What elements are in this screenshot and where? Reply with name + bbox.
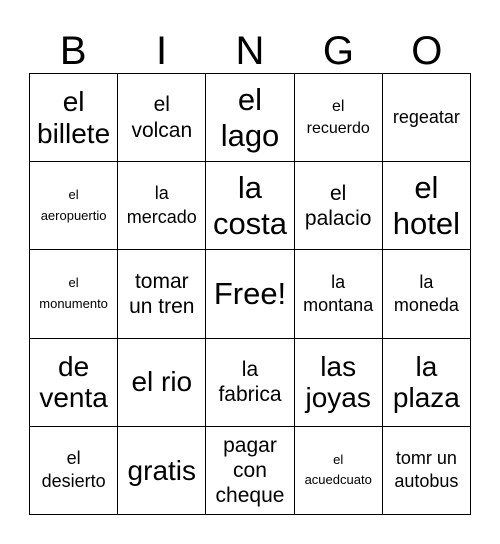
bingo-cell[interactable] — [118, 74, 206, 162]
cell-text: el monumento — [39, 275, 108, 311]
bingo-cell[interactable] — [118, 162, 206, 250]
bingo-cell[interactable] — [383, 74, 471, 162]
cell-text: el billete — [37, 85, 111, 149]
bingo-header — [29, 28, 471, 74]
bingo-cell[interactable] — [295, 162, 383, 250]
cell-text: la mercado — [126, 183, 197, 227]
cell-text: la fabrica — [218, 358, 282, 407]
bingo-cell[interactable] — [206, 162, 294, 250]
cell-text: el desierto — [41, 448, 106, 492]
bingo-cell[interactable] — [383, 162, 471, 250]
bingo-cell[interactable] — [383, 427, 471, 515]
cell-text: el rio — [131, 366, 193, 398]
bingo-cell[interactable] — [30, 427, 118, 515]
bingo-cell[interactable] — [30, 250, 118, 338]
bingo-cell[interactable] — [383, 339, 471, 427]
bingo-cell[interactable] — [383, 250, 471, 338]
bingo-cell[interactable] — [118, 250, 206, 338]
cell-text: las joyas — [305, 350, 371, 414]
cell-text: pagar con cheque — [215, 433, 285, 507]
header-letter-n: N — [235, 29, 265, 73]
cell-text: de venta — [39, 350, 108, 414]
bingo-cell[interactable] — [295, 427, 383, 515]
cell-text: tomar un tren — [129, 269, 195, 318]
cell-text: el lago — [220, 82, 280, 153]
cell-text: la moneda — [393, 271, 459, 315]
cell-text: el aeropuertio — [40, 186, 107, 223]
bingo-cell[interactable] — [295, 74, 383, 162]
header-letter-g: G — [322, 29, 354, 73]
header-letter-i: I — [156, 29, 168, 73]
bingo-cell[interactable] — [295, 250, 383, 338]
bingo-cell[interactable] — [206, 339, 294, 427]
cell-text: tomr un autobus — [394, 448, 459, 492]
bingo-cell[interactable] — [30, 74, 118, 162]
cell-text: el acuedcuato — [304, 451, 372, 488]
bingo-cell[interactable] — [295, 339, 383, 427]
bingo-cell[interactable] — [206, 74, 294, 162]
free-space-text: Free! — [213, 276, 287, 312]
bingo-cell[interactable] — [206, 427, 294, 515]
cell-text: el hotel — [392, 170, 460, 241]
bingo-cell[interactable] — [118, 339, 206, 427]
bingo-cell[interactable] — [30, 162, 118, 250]
bingo-card-grid — [29, 73, 471, 515]
cell-text: el recuerdo — [306, 98, 370, 137]
cell-text: gratis — [127, 454, 197, 486]
header-letter-o: O — [411, 29, 443, 73]
cell-text: el volcan — [131, 93, 193, 142]
cell-text: regeatar — [392, 106, 460, 127]
cell-text: el palacio — [304, 181, 372, 230]
cell-text: la plaza — [392, 350, 460, 414]
free-space[interactable] — [206, 250, 294, 338]
header-letter-b: B — [59, 29, 87, 73]
cell-text: la costa — [212, 170, 288, 241]
cell-text: la montana — [303, 271, 374, 315]
bingo-cell[interactable] — [30, 339, 118, 427]
bingo-cell[interactable] — [118, 427, 206, 515]
